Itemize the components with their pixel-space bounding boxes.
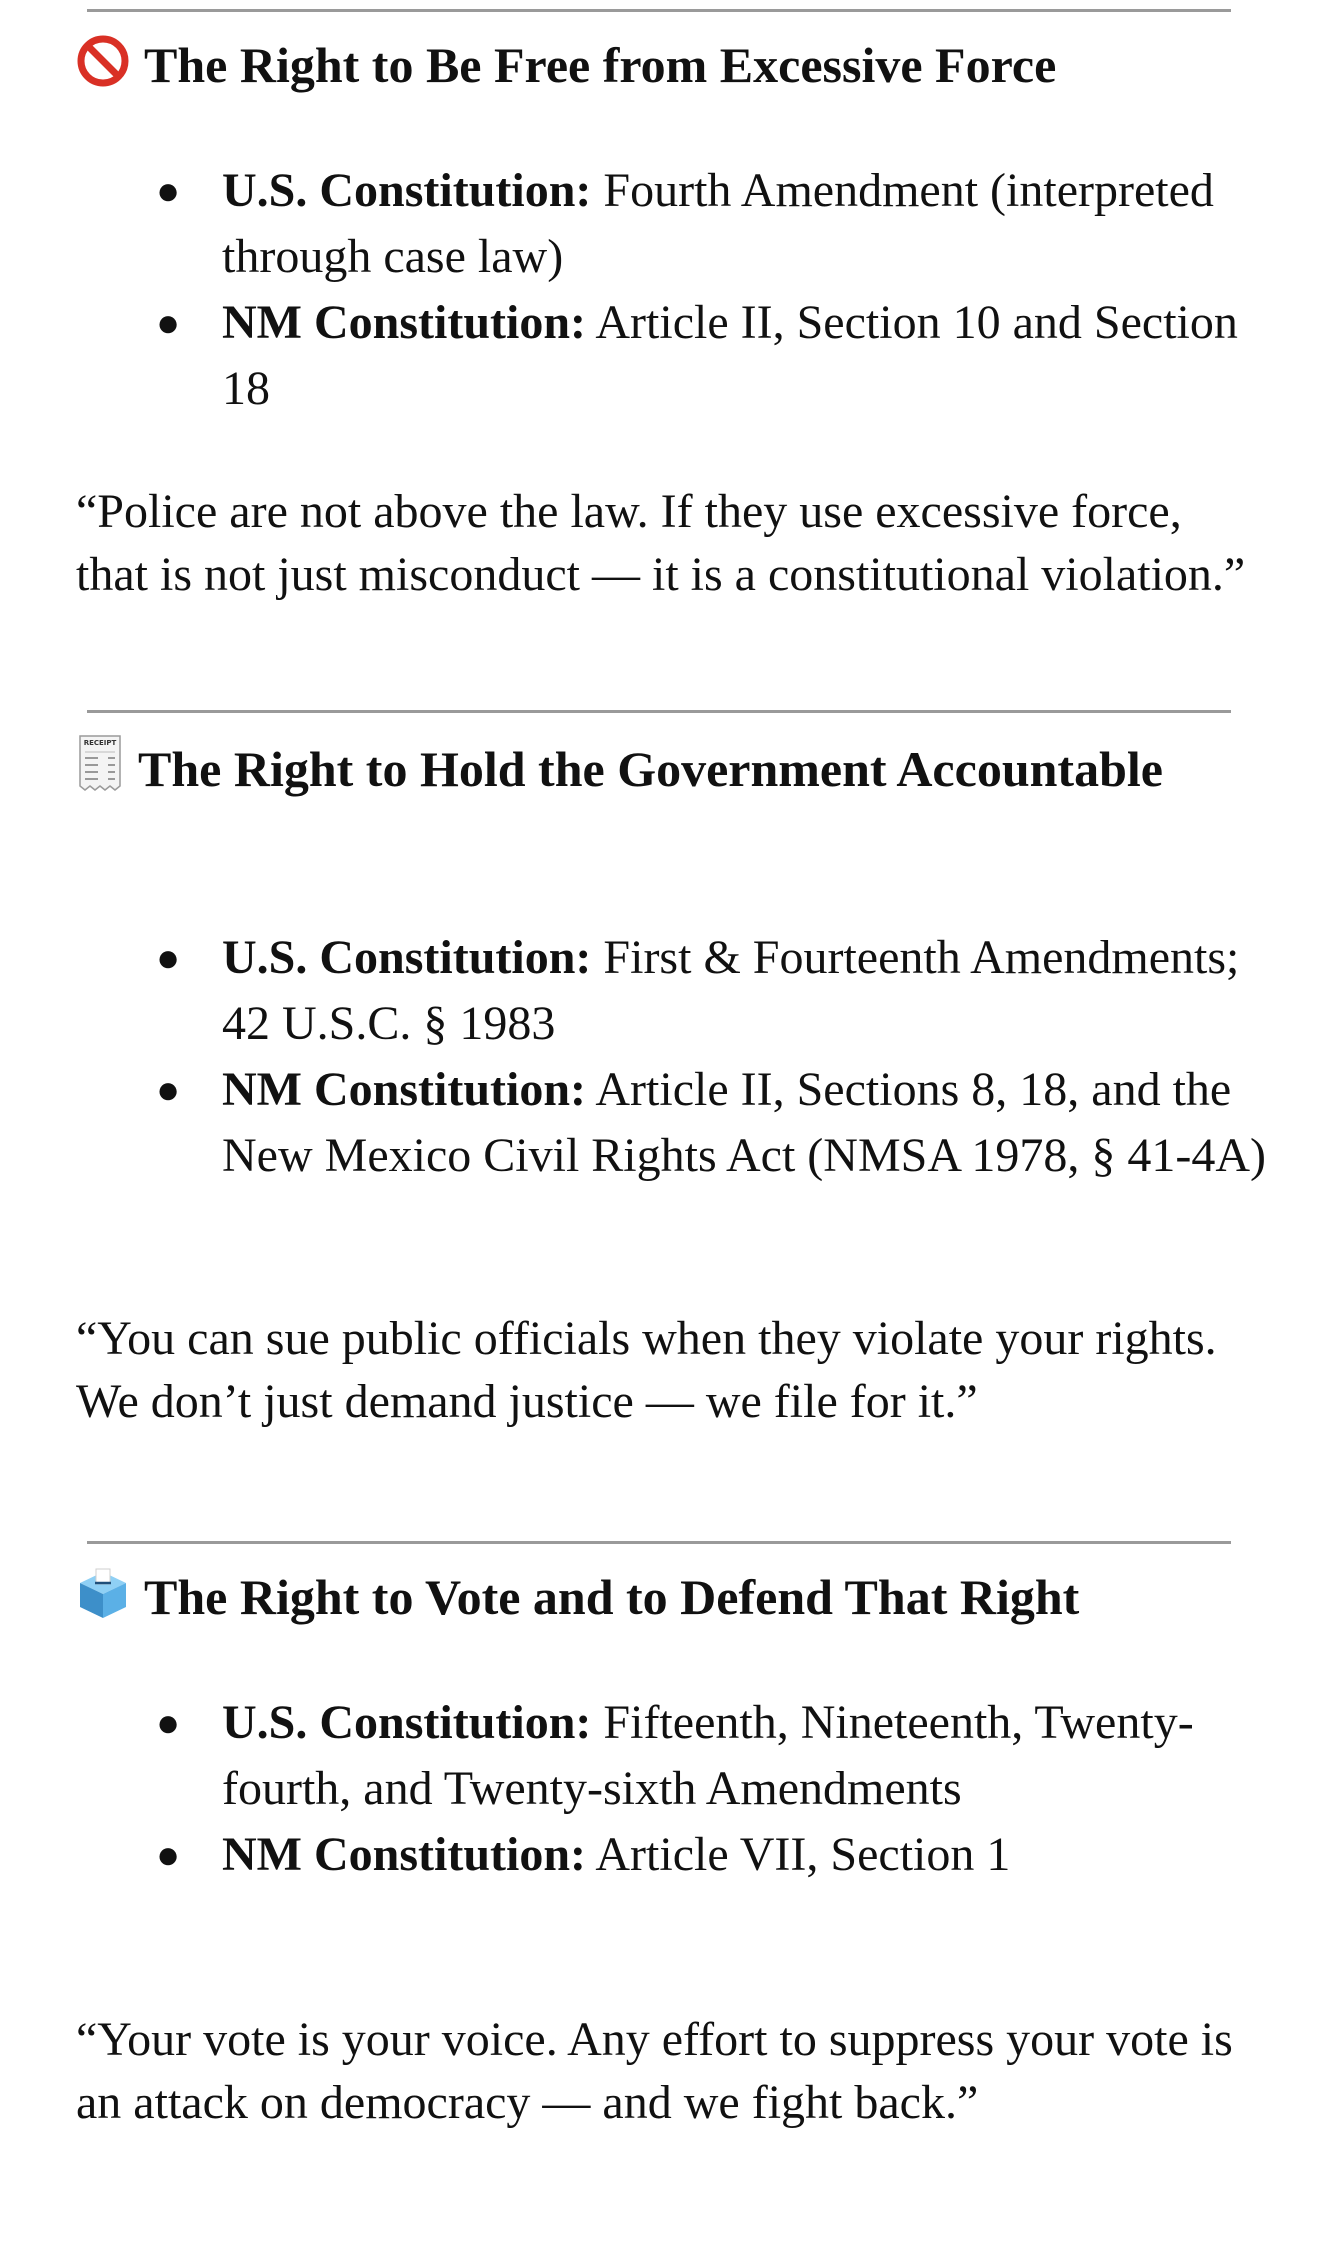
list-item-text: Article II, Sections 8, 18, and the New Mexico Civil Rights Act (NMSA 1978, § 41-4A) [222,1063,1266,1182]
list-item [156,1690,1272,1822]
prohibited-icon [76,34,130,106]
list-item-text: Fourth Amendment (interpreted through case law) [222,164,1214,283]
section-list [156,158,1272,422]
list-item-text: Article VII, Section 1 [586,1828,1011,1881]
section-divider [87,1541,1231,1544]
list-item-label: NM Constitution: [222,296,587,349]
section-divider [87,710,1231,713]
list-item [156,1822,1272,1888]
bullet: ● [156,1700,181,1745]
section-quote: “You can sue public officials when they violate your rights. We don’t just demand justice — we file for it.” [76,1312,1217,1428]
receipt-icon [76,734,124,810]
list-item-label: U.S. Constitution: [222,164,592,217]
section-heading-accountable [76,734,1256,810]
bullet: ● [156,168,181,213]
section-heading-text: The Right to Be Free from Excessive Force [144,37,1057,93]
section-quote: “Police are not above the law. If they use excessive force, that is not just misconduct — it is a constitutional violation.” [76,485,1246,601]
list-item [156,158,1272,290]
bullet: ● [156,300,181,345]
section-heading-text: The Right to Hold the Government Accountable [138,741,1163,797]
ballot-box-icon [76,1566,130,1638]
list-item-text: First & Fourteenth Amendments; 42 U.S.C. § 1983 [222,931,1240,1050]
section-heading-vote [76,1563,1256,1638]
svg-text:RECEIPT: RECEIPT [83,739,117,747]
bullet: ● [156,1067,181,1112]
list-item [156,925,1272,1057]
bullet: ● [156,935,181,980]
section-heading-excessive-force [76,31,1256,106]
list-item-label: U.S. Constitution: [222,1696,592,1749]
section-list [156,925,1272,1189]
list-item-text: Fifteenth, Nineteenth, Twenty-fourth, and Twenty-sixth Amendments [222,1696,1194,1815]
list-item-label: NM Constitution: [222,1828,587,1881]
section-quote: “Your vote is your voice. Any effort to suppress your vote is an attack on democracy — and we fight back.” [76,2013,1233,2129]
bullet: ● [156,1832,181,1877]
list-item-label: U.S. Constitution: [222,931,592,984]
list-item-text: Article II, Section 10 and Section 18 [222,296,1238,415]
list-item-label: NM Constitution: [222,1063,587,1116]
section-divider [87,9,1231,12]
list-item [156,1057,1272,1189]
list-item [156,290,1272,422]
section-heading-text: The Right to Vote and to Defend That Right [144,1569,1080,1625]
section-list [156,1690,1272,1888]
